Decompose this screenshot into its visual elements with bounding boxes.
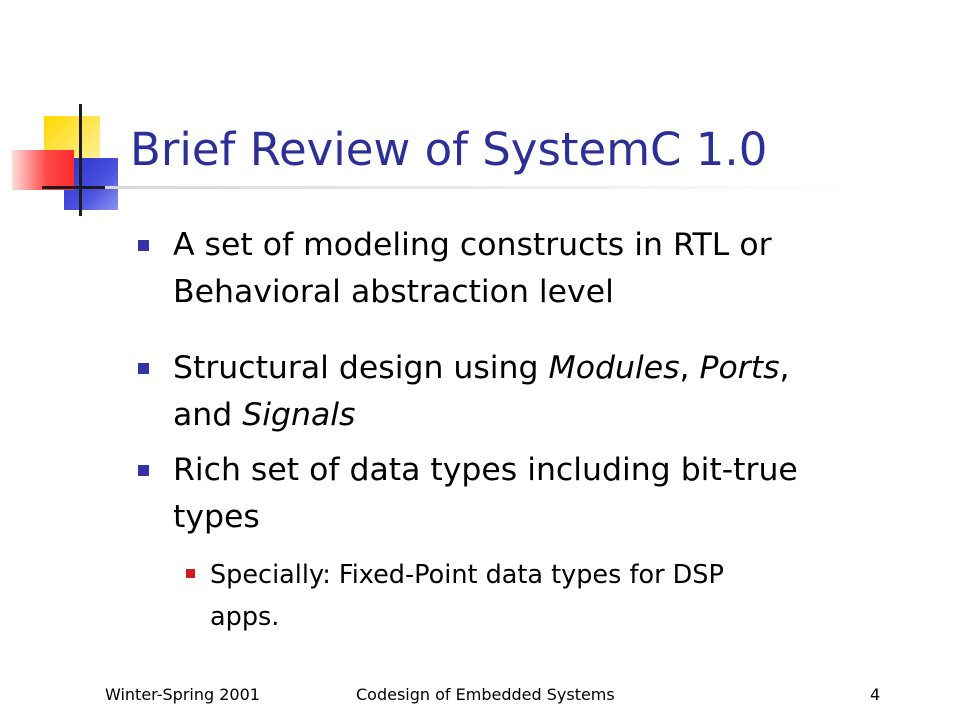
text-fragment: , <box>679 350 700 386</box>
sub-bullet-text-line: Specially: Fixed-Point data types for DSP <box>210 560 724 590</box>
sub-bullet-marker <box>186 569 195 578</box>
bullet-text-line <box>173 392 933 439</box>
slide-title: Brief Review of SystemC 1.0 <box>130 123 768 176</box>
bullet-marker <box>138 240 149 251</box>
bullet-text-line: Rich set of data types including bit-true <box>173 452 798 488</box>
footer-date: Winter-Spring 2001 <box>105 685 260 704</box>
sub-bullet-text-line: apps. <box>210 602 280 632</box>
bullet-item <box>173 345 933 439</box>
text-fragment: , <box>779 350 790 386</box>
bullet-text-line <box>173 345 933 392</box>
italic-term-signals: Signals <box>242 397 356 433</box>
footer-title: Codesign of Embedded Systems <box>356 685 615 704</box>
bullet-item <box>173 447 933 541</box>
bullet-text-line: A set of modeling constructs in RTL or <box>173 227 772 263</box>
bullet-text-line: types <box>173 499 260 535</box>
sub-bullet-item <box>210 554 900 638</box>
text-fragment: Structural design using <box>173 350 549 386</box>
bullet-marker <box>138 363 149 374</box>
bullet-item <box>173 222 933 316</box>
text-fragment: and <box>173 397 243 433</box>
bullet-text-line: Behavioral abstraction level <box>173 274 614 310</box>
page-number: 4 <box>870 685 881 704</box>
italic-term-ports: Ports <box>699 350 780 386</box>
bullet-marker <box>138 465 149 476</box>
italic-term-modules: Modules <box>548 350 680 386</box>
